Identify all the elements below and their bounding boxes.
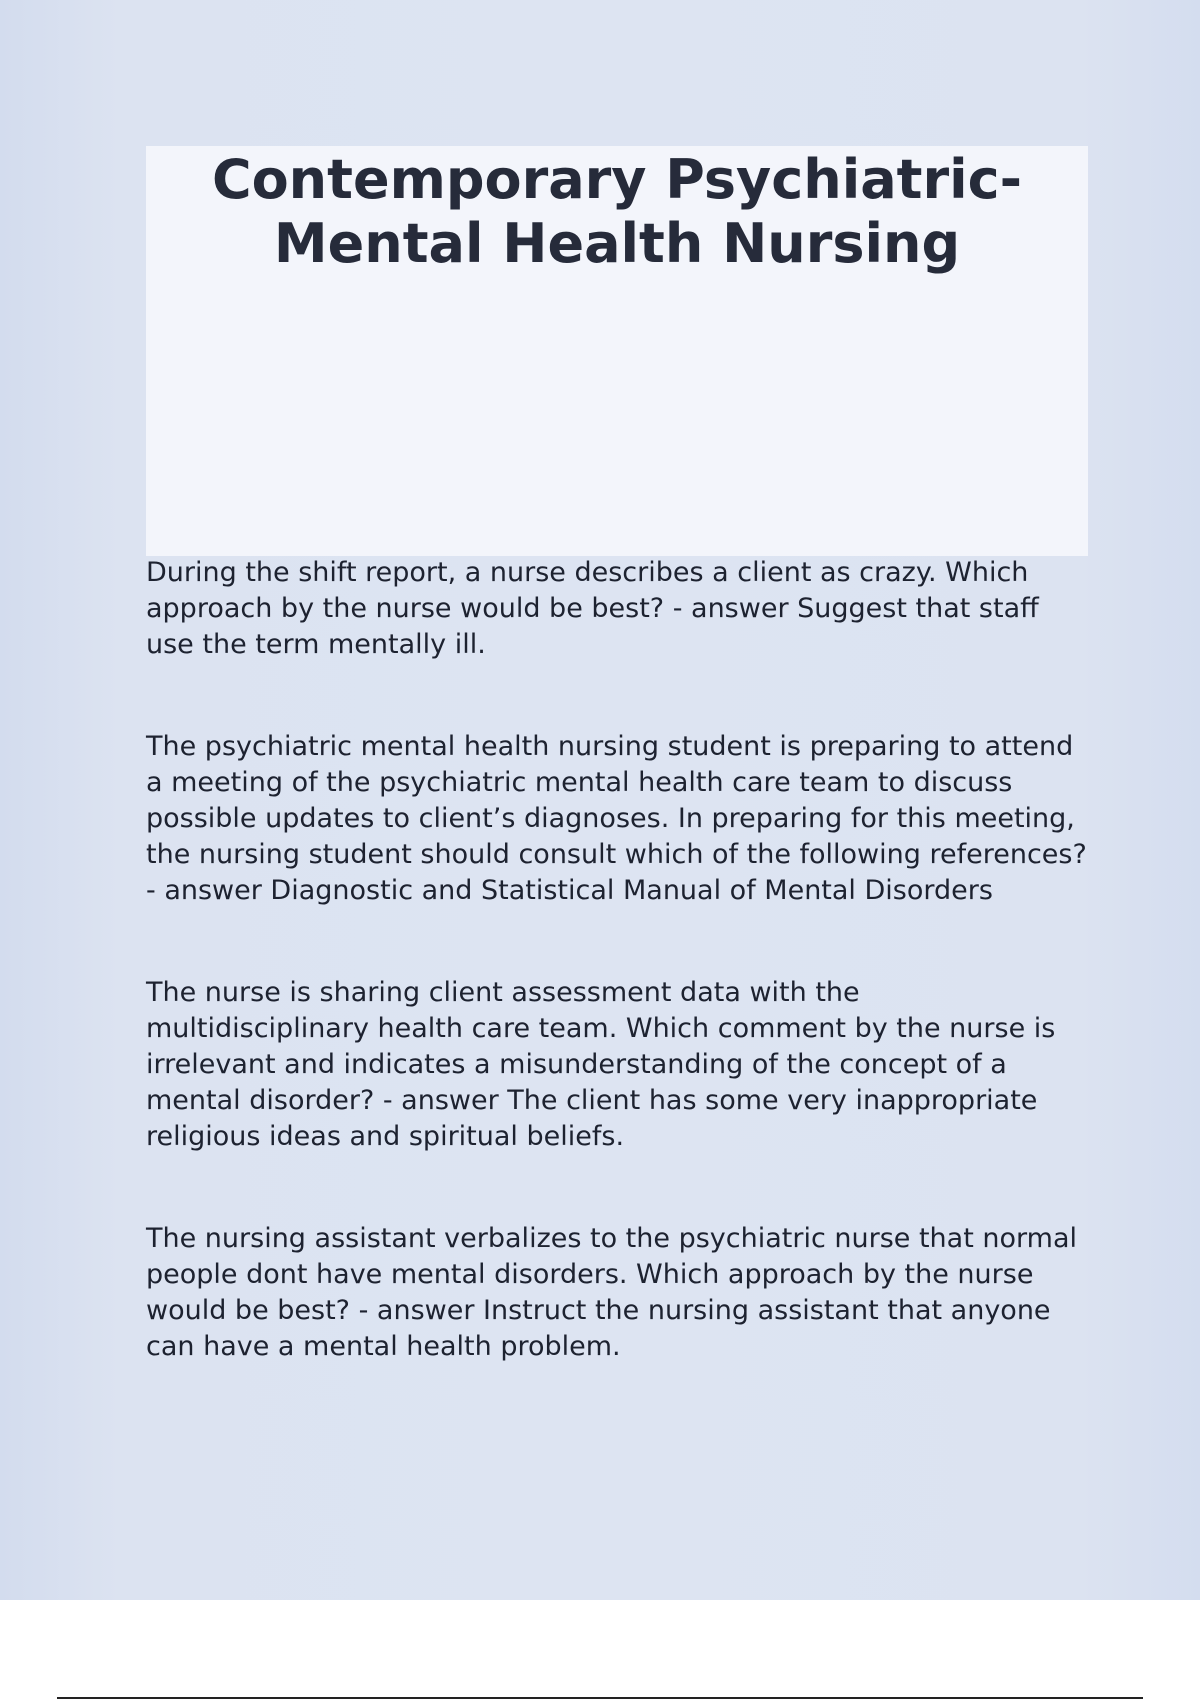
qa-item-1: During the shift report, a nurse describes a client as crazy. Which approach by the nurse would be best? - answer Suggest that staff use the term mentally ill. [146,557,1039,660]
footer-divider [57,1697,1143,1699]
title-box [146,146,1088,556]
qa-item-2: The psychiatric mental health nursing student is preparing to attend a meeting of the psychiatric mental health care team to discuss possible updates to client’s diagnoses. In preparing for this meeting, the nursing student should consult which of the following references? - answer Diagnostic and Statistical Manual of Mental Disorders [146,731,1087,906]
qa-list [146,555,1088,1431]
document-title: Contemporary Psychiatric-Mental Health Nursing [211,148,1023,275]
qa-item-3: The nurse is sharing client assessment data with the multidisciplinary health care team. Which comment by the nurse is irrelevant and indicates a misunderstanding of the concept of a mental disorder? - answer The client has some very inappropriate religious ideas and spiritual beliefs. [146,977,1056,1152]
qa-item-4: The nursing assistant verbalizes to the psychiatric nurse that normal people dont have mental disorders. Which approach by the nurse would be best? - answer Instruct the nursing assistant that anyone can have a mental health problem. [146,1223,1077,1362]
